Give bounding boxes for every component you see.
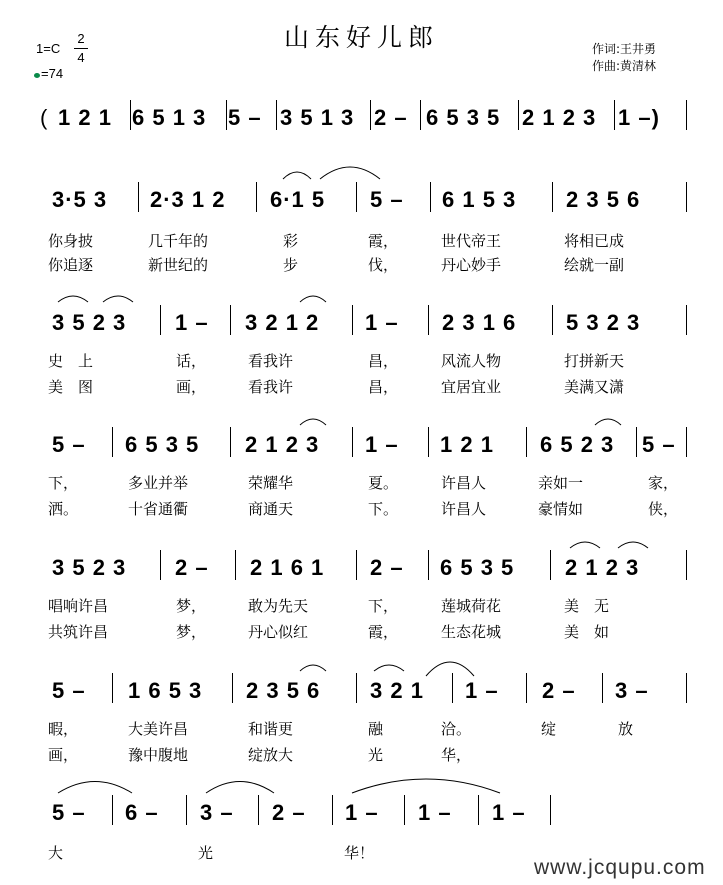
lyrics-verse-1: 你身披 几千年的 彩 霞， 世代帝王 将相已成 [48,232,625,250]
measure: 1 – [365,310,399,335]
measure: 6 1 5 3 [442,187,517,212]
slur [320,167,380,179]
song-title: 山东好儿郎 [283,23,439,52]
slur [300,296,326,302]
site-watermark: www.jcqupu.com [534,856,706,879]
lyrics-verse-2: 你追逐 新世纪的 步 伐， 丹心妙手 绘就一副 [48,256,625,274]
key-signature: 1=C [36,41,61,56]
measure: 2 – [175,555,209,580]
lyricist-credit: 作词:王井勇 [592,42,657,56]
time-signature-top: 2 [77,31,85,46]
measure: 3 2 1 2 [245,310,320,335]
measure: 2 – [542,678,576,703]
lyrics-verse-1: 唱响许昌 梦， 敢为先天 下， 莲城荷花 美 无 [48,597,610,615]
measure: 6 – [125,800,159,825]
slur [58,296,88,302]
slur [300,665,326,671]
lyrics-verse-1: 史 上 话， 看我许 昌， 风流人物 打拼新天 [48,352,625,370]
measure: 6 5 3 5 [440,555,515,580]
measure: 1 2 1 [58,105,112,130]
measure: 6 5 2 3 [540,432,615,457]
lyrics-verse-1: 暇， 大美许昌 和谐更 融 洽。 绽 放 [48,720,634,738]
slur [300,419,326,425]
slur [352,779,500,793]
slur [618,542,648,548]
measure: 1 2 1 [440,432,494,457]
measure: 1 – [175,310,209,335]
lyrics-verse-1: 下， 多业并举 荣耀华 夏。 许昌人 亲如一 家， [48,474,679,492]
measure: 1 6 5 3 [128,678,203,703]
measure: 1 –) [618,105,660,130]
lyrics-verse-2: 洒。 十省通衢 商通天 下。 许昌人 豪情如 侠， [48,500,679,518]
measure: 2 – [370,555,404,580]
measure: 3 2 1 [370,678,424,703]
measure: 2 3 5 6 [246,678,321,703]
measure: 5 – [370,187,404,212]
measure: 3 – [615,678,649,703]
lyrics-verse-2: 共筑许昌 梦， 丹心似红 霞， 生态花城 美 如 [48,623,610,641]
measure: 6 5 3 5 [426,105,501,130]
measure: 6 5 1 3 [132,105,207,130]
measure: ( [40,105,49,130]
measure: 5 – [52,432,86,457]
measure: 1 – [465,678,499,703]
measure: 6·1 5 [270,187,326,212]
slur [283,172,311,179]
slur [426,662,474,676]
measure: 3·5 3 [52,187,108,212]
slur [374,665,404,671]
lyrics-verse-2: 画， 豫中腹地 绽放大 光 华， [48,746,472,764]
measure: 3 – [200,800,234,825]
measure: 2 1 2 3 [565,555,640,580]
time-signature-bottom: 4 [77,50,85,65]
measure: 5 – [642,432,676,457]
measure: 2 1 6 1 [250,555,325,580]
slur [103,296,133,302]
tempo-value: =74 [41,66,64,81]
measure: 2 – [374,105,408,130]
measure: 2·3 1 2 [150,187,226,212]
measure: 1 – [345,800,379,825]
measure: 3 5 2 3 [52,310,127,335]
measure: 1 – [492,800,526,825]
measure: 5 – [228,105,262,130]
slur [58,782,132,794]
measure: 2 1 2 3 [522,105,597,130]
measure: 3 5 1 3 [280,105,355,130]
measure: 3 5 2 3 [52,555,127,580]
measure: 6 5 3 5 [125,432,200,457]
composer-credit: 作曲:黄清林 [592,59,657,73]
measure: 2 3 5 6 [566,187,641,212]
measure: 2 3 1 6 [442,310,517,335]
lyrics-verse-2: 美 图 画， 看我许 昌， 宜居宜业 美满又潇 [48,378,625,396]
measure: 2 1 2 3 [245,432,320,457]
measure: 5 – [52,800,86,825]
measure: 5 – [52,678,86,703]
slur [570,542,600,548]
measure: 2 – [272,800,306,825]
slur [595,419,621,425]
measure: 1 – [418,800,452,825]
lyrics-verse-1: 大 光 华！ [48,844,375,862]
slur [206,782,274,794]
measure: 1 – [365,432,399,457]
measure: 5 3 2 3 [566,310,641,335]
